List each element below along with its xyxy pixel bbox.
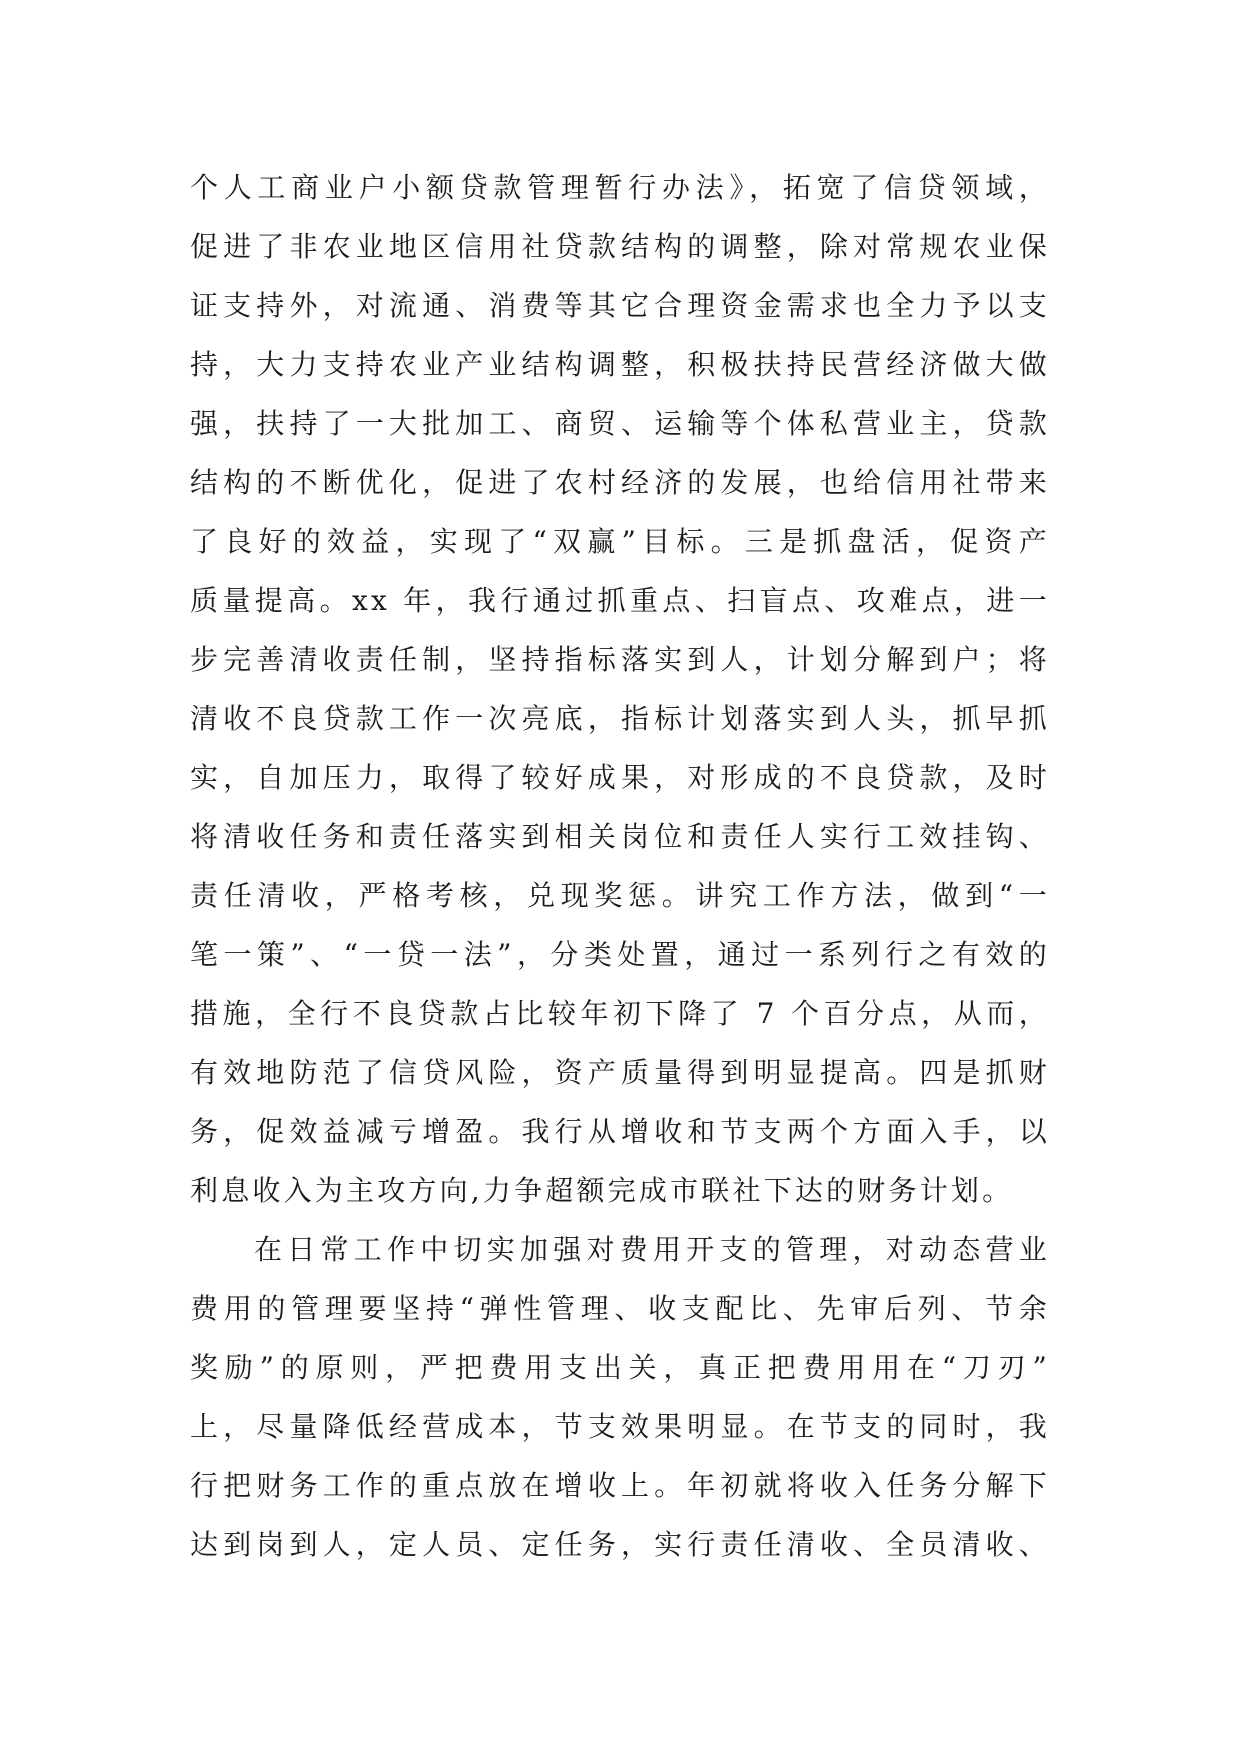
body-text <box>190 158 1050 1574</box>
text-line: 实，自加压力，取得了较好成果，对形成的不良贷款，及时 <box>190 761 1050 794</box>
text-line: 上，尽量降低经营成本，节支效果明显。在节支的同时，我 <box>190 1410 1050 1443</box>
text-line: 达到岗到人，定人员、定任务，实行责任清收、全员清收、 <box>190 1528 1050 1561</box>
text-line: 强，扶持了一大批加工、商贸、运输等个体私营业主，贷款 <box>190 407 1050 440</box>
text-line: 奖励”的原则，严把费用支出关，真正把费用用在“刀刃” <box>190 1351 1050 1384</box>
text-line: 务，促效益减亏增盈。我行从增收和节支两个方面入手，以 <box>190 1115 1050 1148</box>
paragraph-first-line: 在日常工作中切实加强对费用开支的管理，对动态营业 <box>254 1233 1050 1266</box>
text-line: 措施，全行不良贷款占比较年初下降了 7 个百分点，从而， <box>190 997 1050 1030</box>
paragraph-end-line: 利息收入为主攻方向,力争超额完成市联社下达的财务计划。 <box>190 1174 1014 1207</box>
text-line: 促进了非农业地区信用社贷款结构的调整，除对常规农业保 <box>190 230 1050 263</box>
text-line: 结构的不断优化，促进了农村经济的发展，也给信用社带来 <box>190 466 1050 499</box>
text-line: 个人工商业户小额贷款管理暂行办法》，拓宽了信贷领域， <box>190 171 1050 204</box>
text-line: 了良好的效益，实现了“双赢”目标。三是抓盘活，促资产 <box>190 525 1050 558</box>
text-line: 将清收任务和责任落实到相关岗位和责任人实行工效挂钩、 <box>190 820 1050 853</box>
text-line: 持，大力支持农业产业结构调整，积极扶持民营经济做大做 <box>190 348 1050 381</box>
text-line: 笔一策”、“一贷一法”，分类处置，通过一系列行之有效的 <box>190 938 1050 971</box>
text-line: 证支持外，对流通、消费等其它合理资金需求也全力予以支 <box>190 289 1050 322</box>
text-line: 有效地防范了信贷风险，资产质量得到明显提高。四是抓财 <box>190 1056 1050 1089</box>
text-line: 行把财务工作的重点放在增收上。年初就将收入任务分解下 <box>190 1469 1050 1502</box>
text-line: 费用的管理要坚持“弹性管理、收支配比、先审后列、节余 <box>190 1292 1050 1325</box>
text-line: 质量提高。xx 年，我行通过抓重点、扫盲点、攻难点，进一 <box>190 584 1050 617</box>
text-line: 责任清收，严格考核，兑现奖惩。讲究工作方法，做到“一 <box>190 879 1050 912</box>
text-line: 步完善清收责任制，坚持指标落实到人，计划分解到户；将 <box>190 643 1050 676</box>
text-line: 清收不良贷款工作一次亮底，指标计划落实到人头，抓早抓 <box>190 702 1050 735</box>
